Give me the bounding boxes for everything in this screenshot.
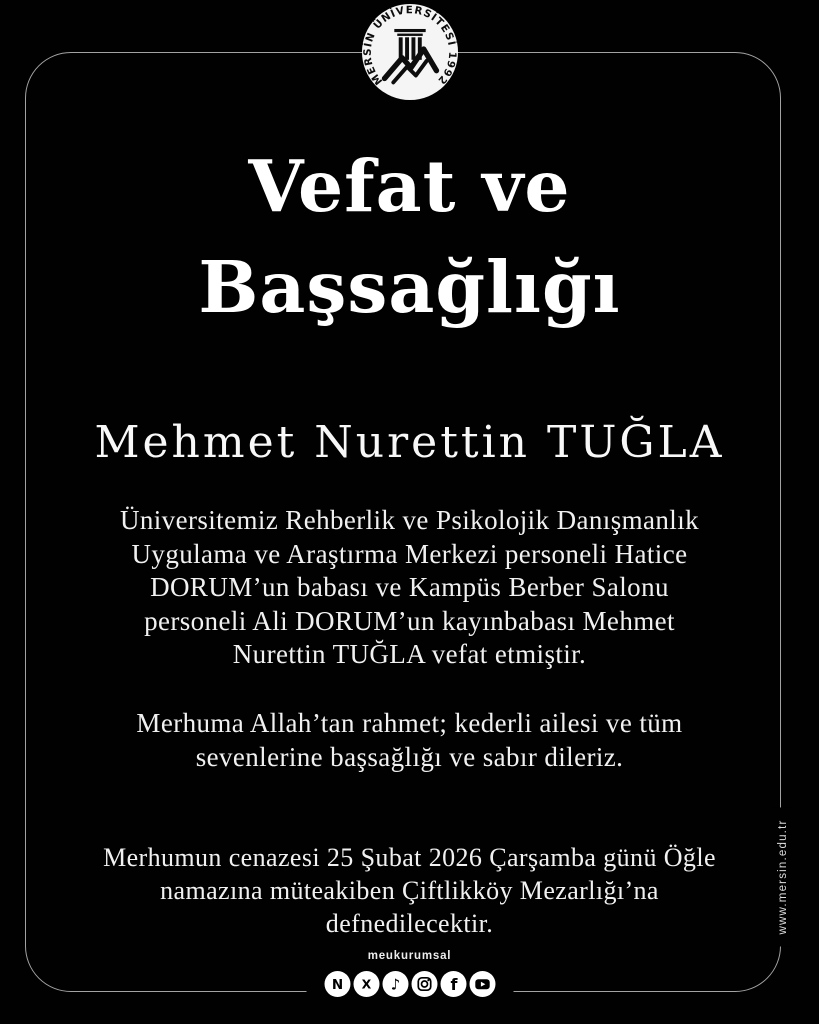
text-line: defnedilecektir. (325, 909, 494, 938)
tiktok-icon[interactable] (382, 971, 408, 997)
nsosyal-glyph: N (331, 977, 343, 993)
obituary-paragraph (0, 504, 819, 672)
university-logo-emblem (361, 3, 459, 101)
logo-ring-text: MERSİN ÜNİVERSİTESİ 1992 (361, 4, 459, 88)
text-line: DORUM’un babası ve Kampüs Berber Salonu (150, 572, 669, 602)
social-icon-row (324, 971, 495, 997)
text-line: Merhuma Allah’tan rahmet; kederli ailesi ve tüm (136, 708, 683, 738)
university-logo (361, 3, 459, 101)
funeral-info-paragraph (0, 841, 819, 940)
instagram-icon[interactable] (411, 971, 437, 997)
text-line: namazına müteakiben Çiftlikköy Mezarlığı’na (160, 876, 659, 905)
social-bar (306, 948, 513, 1011)
facebook-icon[interactable] (440, 971, 466, 997)
website-url[interactable]: www.mersin.edu.tr (773, 808, 793, 947)
title-line-1: Vefat ve (248, 144, 571, 228)
x-icon[interactable] (353, 971, 379, 997)
text-line: Nurettin TUĞLA vefat etmiştir. (232, 639, 587, 669)
page-title (0, 136, 819, 338)
facebook-glyph: f (450, 975, 457, 994)
nsosyal-icon[interactable] (324, 971, 350, 997)
social-handle: meukurumsal (367, 950, 452, 962)
text-line: Merhumun cenazesi 25 Şubat 2026 Çarşamba günü Öğle (103, 843, 716, 872)
tiktok-glyph: ♪ (390, 975, 400, 994)
text-line: personeli Ali DORUM’un kayınbabası Mehmet (144, 605, 675, 636)
text-line: Uygulama ve Araştırma Merkezi personeli Hatice (131, 538, 688, 569)
condolence-paragraph (0, 707, 819, 774)
youtube-icon[interactable] (469, 971, 495, 997)
title-line-2: Başsağlığı (198, 245, 621, 329)
x-glyph: X (361, 976, 371, 992)
deceased-name: Mehmet Nurettin TUĞLA (94, 417, 725, 468)
text-line: sevenlerine başsağlığı ve sabır dileriz. (195, 741, 624, 772)
text-line: Üniversitemiz Rehberlik ve Psikolojik Danışmanlık (119, 505, 700, 535)
